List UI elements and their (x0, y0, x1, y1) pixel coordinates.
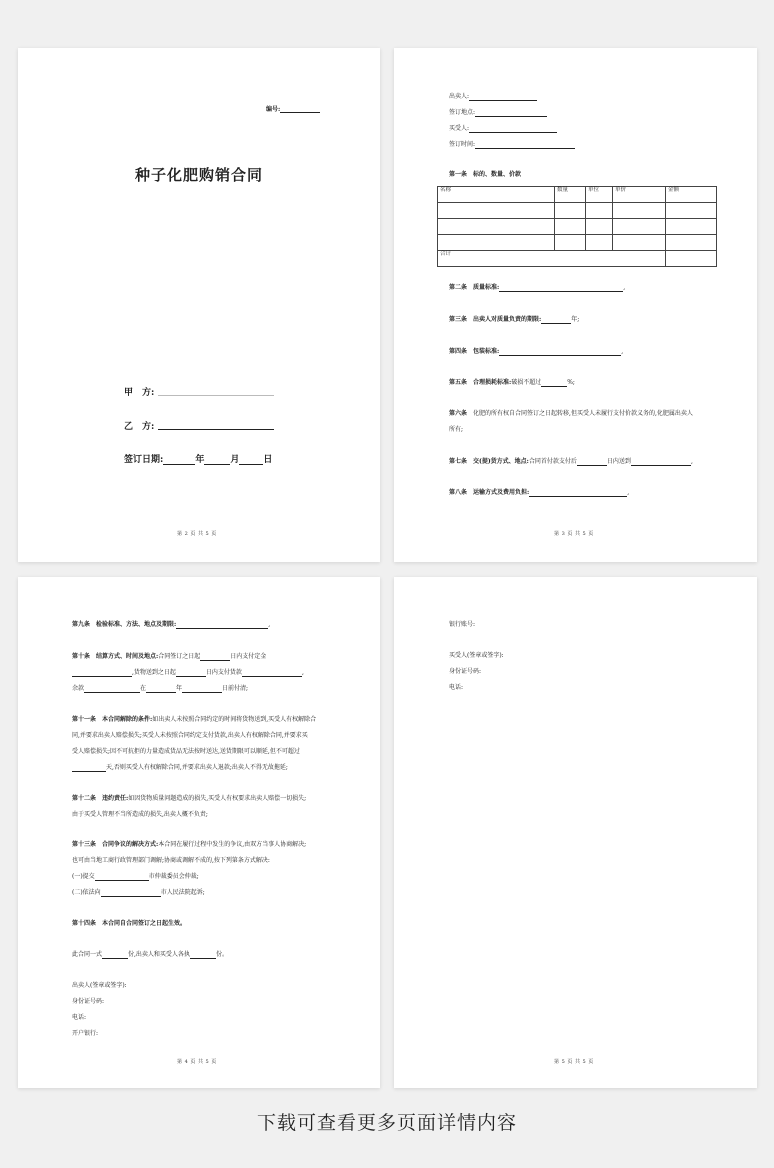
table-header-cell: 金额 (666, 187, 717, 203)
buyer-id: 身份证号码: (449, 668, 482, 675)
party-b-blank (158, 429, 274, 430)
buyer-signature: 买受人(签章或签字): (449, 652, 504, 659)
seller-phone: 电话: (72, 1014, 87, 1021)
buyer-phone: 电话: (449, 684, 464, 691)
article-7: 第七条 交(提)货方式、地点:合同首付款支付后 日内送到 , (449, 458, 693, 465)
table-total-row (438, 251, 717, 267)
page-footer: 第 3 页 共 5 页 (554, 531, 594, 537)
seller-bank-account: 银行账号: (449, 621, 476, 628)
article-10: 第十条 结算方式、时间及地点:合同签订之日起 日内支付定金 (72, 653, 267, 660)
article-6: 第六条 化肥的所有权自合同签订之日起转移,但买受人未履行支付价款义务的,化肥属出卖人 (449, 410, 693, 417)
article-11: 第十一条 本合同解除的条件:如出卖人未按照合同约定的时间将货物送到,买受人有权解除合 (72, 716, 317, 723)
seller-signature: 出卖人(签章或签字): (72, 982, 127, 989)
table-total-label: 合计 (438, 251, 666, 267)
article-6-cont: 所有; (449, 426, 464, 433)
page-footer: 第 5 页 共 5 页 (554, 1059, 594, 1065)
download-caption: 下载可查看更多页面详情内容 (256, 1112, 517, 1134)
article-5: 第五条 合理损耗标准:破损不超过 %; (449, 379, 575, 386)
table-row (438, 203, 717, 219)
table-header-cell: 数量 (555, 187, 586, 203)
article-11-line-3: 受人赔偿损失;因不可抗拒的力量造成货品无法按时送达,送货期限可以顺延,但不可超过 (72, 748, 300, 755)
article-13-option-2: (二)依法向 市人民法院起诉; (72, 889, 205, 896)
contract-page-4 (18, 577, 380, 1088)
article-10-line-3: 余款 在 年 日前付清; (72, 685, 249, 692)
table-header-cell: 单价 (613, 187, 666, 203)
contract-number-label: 编号: (266, 104, 320, 113)
contract-title: 种子化肥购销合同 (135, 166, 264, 184)
table-row (438, 219, 717, 235)
party-a-label: 甲 方: (124, 388, 155, 398)
table-header-cell: 名称 (438, 187, 555, 203)
sign-date-row: 签订日期: 年 月 日 (124, 455, 273, 465)
sign-time-line: 签订时间: (449, 141, 575, 149)
sign-place-line: 签订地点: (449, 109, 547, 117)
article-13-option-1: (一)提交 市仲裁委员会仲裁; (72, 873, 199, 880)
table-header-cell: 单位 (586, 187, 613, 203)
table-row (438, 235, 717, 251)
article-3: 第三条 出卖人对质量负责的期限: 年; (449, 316, 580, 323)
article-10-line-2: ,货物送到之日起 日内支付货款 , (72, 669, 304, 677)
article-1-heading: 第一条 标的、数量、价款 (449, 171, 522, 178)
copies-line: 此合同一式 份,出卖人和买受人各执 份。 (72, 951, 228, 958)
contract-page-5 (394, 577, 757, 1088)
contract-page-3 (394, 48, 757, 562)
article-13: 第十三条 合同争议的解决方式:本合同在履行过程中发生的争议,由双方当事人协商解决; (72, 841, 307, 848)
article-12: 第十二条 违约责任:如因货物质量问题造成的损失,买受人有权要求出卖人赔偿一切损失; (72, 795, 307, 802)
contract-cover-page (18, 48, 380, 562)
article-4: 第四条 包装标准: , (449, 348, 624, 355)
seller-id: 身份证号码: (72, 998, 105, 1005)
table-header-row (438, 187, 717, 203)
seller-line: 出卖人: (449, 93, 537, 101)
buyer-line: 买受人: (449, 125, 557, 133)
article-9: 第九条 检验标准、方法、地点及期限: , (72, 621, 271, 628)
article-12-line-2: 由于买受人管理不当所造成的损失,出卖人概不负责; (72, 811, 208, 818)
page-footer: 第 2 页 共 5 页 (177, 531, 217, 537)
seller-bank: 开户银行: (72, 1030, 99, 1037)
article-8: 第八条 运输方式及费用负担: , (449, 489, 630, 496)
article-14: 第十四条 本合同自合同签订之日起生效。 (72, 920, 187, 927)
party-a-blank (158, 395, 274, 396)
article-13-line-2: 也可由当地工商行政管理部门调解;协商或调解不成的,按下列第条方式解决: (72, 857, 270, 864)
article-11-line-2: 同,并要求出卖人赔偿损失;买受人未按照合同约定支付货款,出卖人有权解除合同,并要求买 (72, 732, 308, 739)
party-b-label: 乙 方: (124, 422, 155, 432)
article-2: 第二条 质量标准: , (449, 284, 626, 291)
goods-table (437, 186, 717, 267)
page-footer: 第 4 页 共 5 页 (177, 1059, 217, 1065)
article-11-line-4: 天,否则买受人有权解除合同,并要求出卖人退款;出卖人不得无故拖延; (72, 764, 288, 772)
